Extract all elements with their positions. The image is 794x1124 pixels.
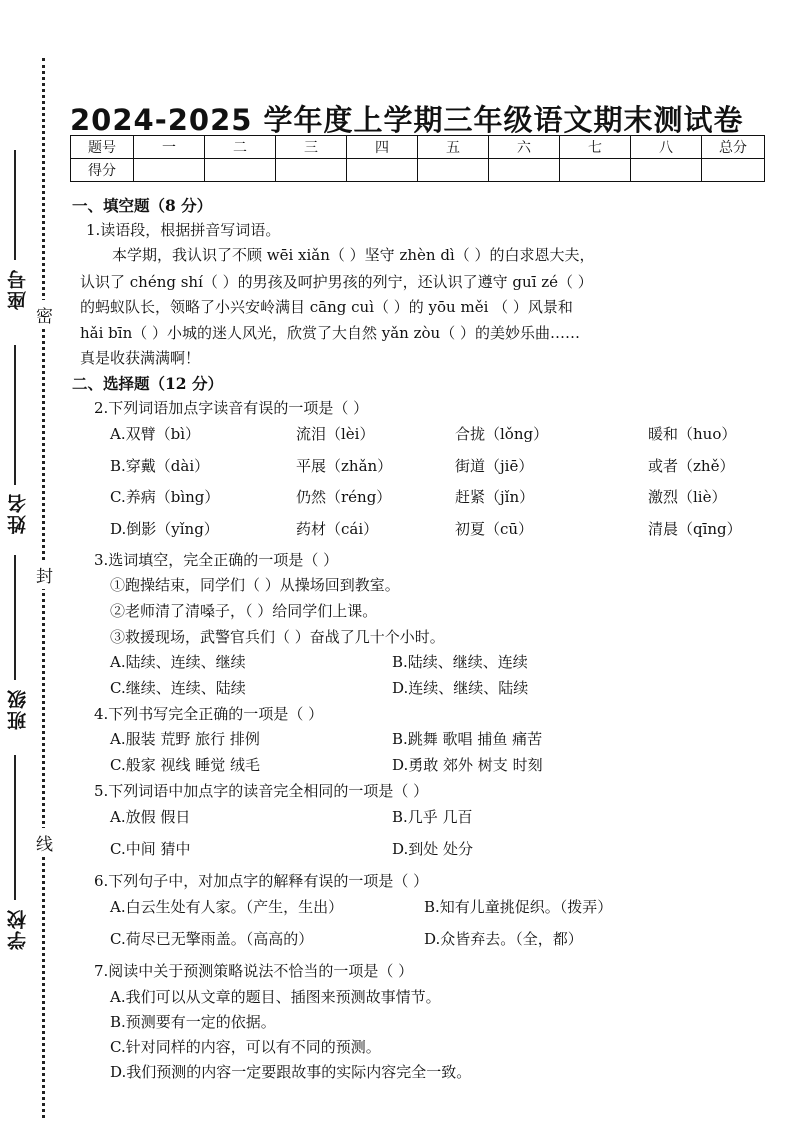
q2-option: A.双臂（bì）: [110, 425, 201, 443]
q3-option: C.继续、连续、陆续: [110, 679, 246, 697]
q7-stem: 7.阅读中关于预测策略说法不恰当的一项是（ ）: [94, 962, 414, 980]
school-blank: [14, 755, 16, 900]
q1-passage-line: 认识了 chéng shí（ ）的男孩及呵护男孩的列宁，还认识了遵守 guī zé（ ）: [80, 273, 593, 291]
score-input-cell[interactable]: [702, 159, 765, 182]
score-cell: 题号: [71, 136, 134, 159]
score-cell: 六: [489, 136, 560, 159]
class-label: 班级: [7, 688, 29, 730]
q3-option: D.连续、继续、陆续: [392, 679, 529, 697]
section2-heading: 二、选择题（12 分）: [72, 374, 223, 393]
q5-stem: 5.下列词语中加点字的读音完全相同的一项是（ ）: [94, 782, 429, 800]
score-cell: 五: [418, 136, 489, 159]
q5-option: B.几乎 几百: [392, 808, 473, 826]
score-cell: 得分: [71, 159, 134, 182]
q1-passage-line: hǎi bīn（ ）小城的迷人风光，欣赏了大自然 yǎn zòu（ ）的美妙乐曲……: [80, 324, 580, 342]
q2-option: 初夏（cū）: [455, 520, 534, 538]
score-input-cell[interactable]: [276, 159, 347, 182]
score-input-cell[interactable]: [134, 159, 205, 182]
section1-heading: 一、填空题（8 分）: [72, 196, 213, 215]
q4-stem: 4.下列书写完全正确的一项是（ ）: [94, 705, 324, 723]
q5-option: C.中间 猜中: [110, 840, 191, 858]
q2-option: 合拢（lǒng）: [455, 425, 549, 443]
q3-stem: 3.选词填空，完全正确的一项是（ ）: [94, 551, 339, 569]
score-input-cell[interactable]: [560, 159, 631, 182]
exam-title: 2024-2025 学年度上学期三年级语文期末测试卷: [70, 103, 744, 137]
score-cell: 七: [560, 136, 631, 159]
q7-option: D.我们预测的内容一定要跟故事的实际内容完全一致。: [110, 1063, 472, 1081]
q7-option: B.预测要有一定的依据。: [110, 1013, 276, 1031]
q6-option: B.知有儿童挑促织。（拨弄）: [424, 898, 613, 916]
class-blank: [14, 555, 16, 680]
q3-item: ①跑操结束，同学们（ ）从操场回到教室。: [110, 576, 400, 594]
q2-stem: 2.下列词语加点字读音有误的一项是（ ）: [94, 399, 369, 417]
q5-option: D.到处 处分: [392, 840, 474, 858]
q6-option: C.荷尽已无擎雨盖。（高高的）: [110, 930, 314, 948]
q3-item: ②老师清了清嗓子，（ ）给同学们上课。: [110, 602, 378, 620]
q2-option: 清晨（qīng）: [648, 520, 742, 538]
score-cell: 总分: [702, 136, 765, 159]
score-table-header-row: [71, 136, 765, 159]
name-blank: [14, 345, 16, 485]
q2-option: 平展（zhǎn）: [296, 457, 393, 475]
binding-margin: [0, 0, 70, 1124]
seal-xian: 线: [36, 828, 53, 857]
q2-option: 街道（jiē）: [455, 457, 534, 475]
q2-option: 流泪（lèi）: [296, 425, 375, 443]
q7-option: C.针对同样的内容，可以有不同的预测。: [110, 1038, 381, 1056]
q2-option: 赶紧（jǐn）: [455, 488, 535, 506]
q4-option: C.般家 视线 睡觉 绒毛: [110, 756, 261, 774]
q1-stem: 1.读语段，根据拼音写词语。: [86, 221, 281, 239]
q6-option: A.白云生处有人家。（产生，生出）: [110, 898, 344, 916]
q5-option: A.放假 假日: [110, 808, 191, 826]
score-cell: 八: [631, 136, 702, 159]
q6-stem: 6.下列句子中，对加点字的解释有误的一项是（ ）: [94, 872, 429, 890]
score-cell: 二: [205, 136, 276, 159]
q4-option: A.服装 荒野 旅行 排例: [110, 730, 260, 748]
q3-option: B.陆续、继续、连续: [392, 653, 528, 671]
q2-option: 激烈（liè）: [648, 488, 727, 506]
score-input-cell[interactable]: [418, 159, 489, 182]
q3-item: ③救援现场，武警官兵们（ ）奋战了几十个小时。: [110, 628, 445, 646]
q1-passage-line: 的蚂蚁队长，领略了小兴安岭满目 cāng cuì（ ）的 yōu měi （ ）风景和: [80, 298, 573, 316]
q2-option: 药材（cái）: [296, 520, 379, 538]
score-cell: 四: [347, 136, 418, 159]
q2-option: 或者（zhě）: [648, 457, 735, 475]
q7-option: A.我们可以从文章的题目、插图来预测故事情节。: [110, 988, 441, 1006]
score-input-cell[interactable]: [631, 159, 702, 182]
seal-feng: 封: [36, 560, 53, 589]
name-label: 姓名: [7, 492, 29, 534]
score-table-score-row: [71, 159, 765, 182]
score-cell: 一: [134, 136, 205, 159]
seat-number-blank: [14, 150, 16, 260]
score-cell: 三: [276, 136, 347, 159]
q6-option: D.众皆弃去。（全，都）: [424, 930, 583, 948]
seal-mi: 密: [36, 300, 53, 329]
q4-option: B.跳舞 歌唱 捕鱼 痛苦: [392, 730, 543, 748]
school-label: 学校: [7, 908, 29, 950]
q2-option: B.穿戴（dài）: [110, 457, 210, 475]
seat-number-label: 座号: [7, 268, 29, 310]
q2-option: 仍然（réng）: [296, 488, 392, 506]
score-input-cell[interactable]: [347, 159, 418, 182]
score-input-cell[interactable]: [489, 159, 560, 182]
q1-passage-line: 真是收获满满啊！: [80, 349, 201, 367]
q1-passage-line: 本学期，我认识了不顾 wēi xiǎn（ ）坚守 zhèn dì（ ）的白求恩大夫，: [112, 246, 595, 264]
q3-option: A.陆续、连续、继续: [110, 653, 246, 671]
q2-option: 暖和（huo）: [648, 425, 737, 443]
score-table: [70, 135, 765, 182]
q2-option: D.倒影（yǐng）: [110, 520, 219, 538]
q2-option: C.养病（bìng）: [110, 488, 220, 506]
q4-option: D.勇敢 郊外 树支 时刻: [392, 756, 543, 774]
score-input-cell[interactable]: [205, 159, 276, 182]
